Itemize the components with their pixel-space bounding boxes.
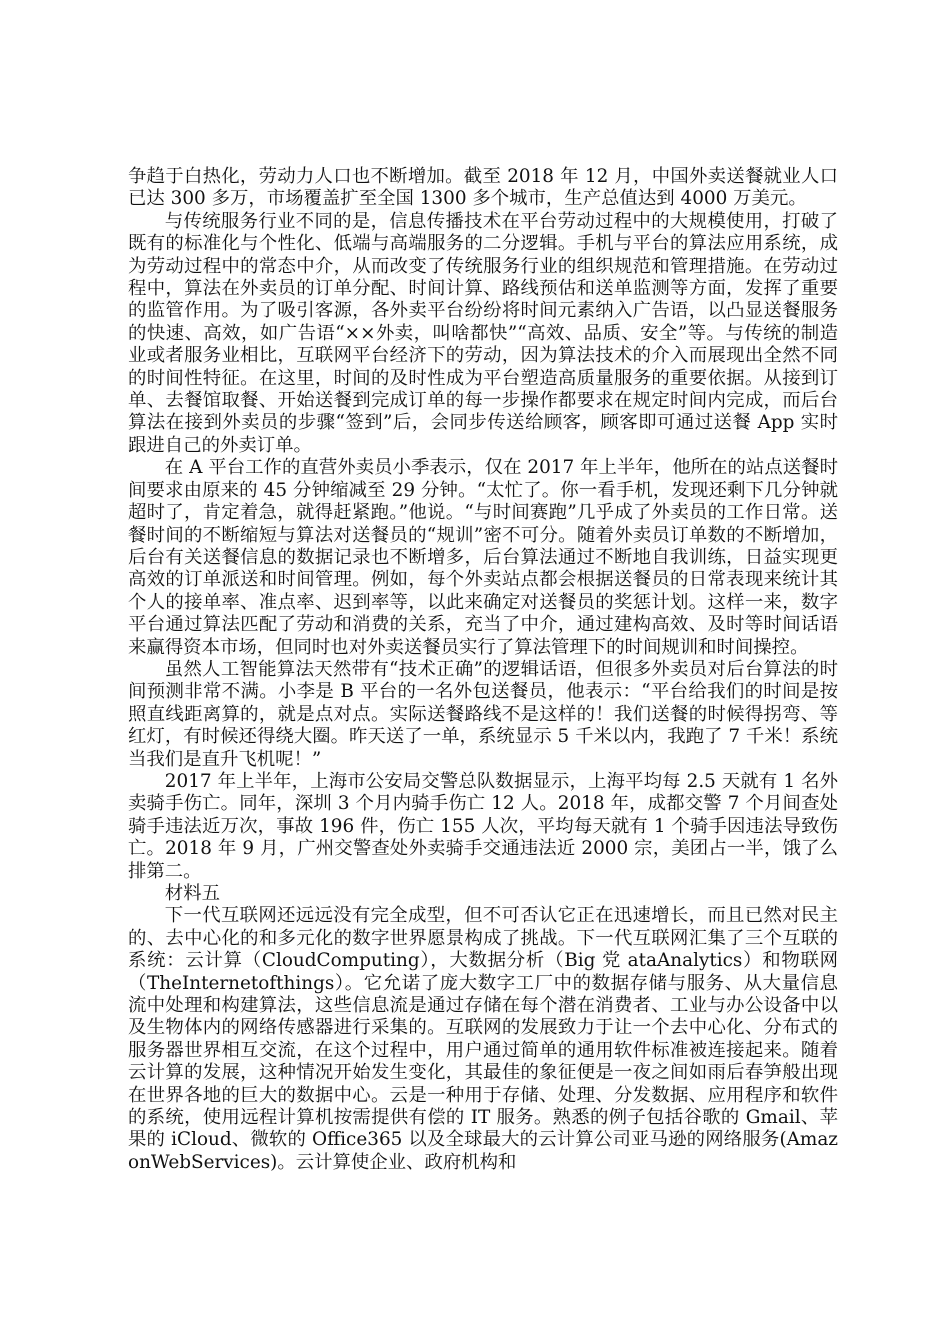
paragraph-next-internet: 下一代互联网还远远没有完全成型，但不可否认它正在迅速增长，而且已然对民主的、去中心化的和多元化的数字世界愿景构成了挑战。下一代互联网汇集了三个互联的系统：云计算（CloudComputing），大数据分析（Big 党 ataAnalytics）和物联网（TheInternetofthings）。它允诺了庞大数字工厂中的数据存储与服务、从大量信息流中处理和构建算法，这些信息流是通过存储在每个潜在消费者、工业与办公设备中以及生物体内的网络传感器进行采集的。互联网的发展致力于让一个去中心化、分布式的服务器世界相互交流，在这个过程中，用户通过简单的通用软件标准被连接起来。随着云计算的发展，这种情况开始发生变化，其最佳的象征便是一夜之间如雨后春笋般出现在世界各地的巨大的数据中心。云是一种用于存储、处理、分发数据、应用程序和软件的系统，使用远程计算机按需提供有偿的 IT 服务。熟悉的例子包括谷歌的 Gmail、苹果的 iCloud、微软的 Office365 以及全球最大的云计算公司亚马逊的网络服务(AmazonWebServices)。云计算使企业、政府机构和 — [128, 905, 838, 1173]
paragraph-courier-xiaoji: 在 A 平台工作的直营外卖员小季表示，仅在 2017 年上半年，他所在的站点送餐时间要求由原来的 45 分钟缩减至 29 分钟。“太忙了。你一看手机，发现还剩下几分钟就超时了，肯定着急，就得赶紧跑。”他说。“与时间赛跑”几乎成了外卖员的工作日常。送餐时间的不断缩短与算法对送餐员的“规训”密不可分。随着外卖员订单数的不断增加，后台有关送餐信息的数据记录也不断增多，后台算法通过不断地自我训练，日益实现更高效的订单派送和时间管理。例如，每个外卖站点都会根据送餐员的日常表现来统计其个人的接单率、准点率、迟到率等，以此来确定对送餐员的奖惩计划。这样一来，数字平台通过算法匹配了劳动和消费的关系，充当了中介，通过建构高效、及时等时间话语来赢得资本市场，但同时也对外卖送餐员实行了算法管理下的时间规训和时间操控。 — [128, 457, 838, 658]
paragraph-courier-xiaoli: 虽然人工智能算法天然带有“技术正确”的逻辑话语，但很多外卖员对后台算法的时间预测非常不满。小李是 B 平台的一名外包送餐员，他表示：“平台给我们的时间是按照直线距离算的，就是点对点。实际送餐路线不是这样的！我们送餐的时候得拐弯、等红灯，有时候还得绕大圈。昨天送了一单，系统显示 5 千米以内，我跑了 7 千米！系统当我们是直升飞机呢！” — [128, 658, 838, 770]
paragraph-accident-statistics: 2017 年上半年，上海市公安局交警总队数据显示，上海平均每 2.5 天就有 1 名外卖骑手伤亡。同年，深圳 3 个月内骑手伤亡 12 人。2018 年，成都交警 7 个月间查处骑手违法近万次，事故 196 件，伤亡 155 人次，平均每天就有 1 个骑手因违法导致伤亡。2018 年 9 月，广州交警查处外卖骑手交通违法近 2000 宗，美团占一半，饿了么排第二。 — [128, 770, 838, 882]
paragraph-continued: 争趋于白热化，劳动力人口也不断增加。截至 2018 年 12 月，中国外卖送餐就业人口已达 300 多万，市场覆盖扩至全国 1300 多个城市，生产总值达到 4000 万美元。 — [128, 166, 838, 210]
paragraph-algorithm-mediation: 与传统服务行业不同的是，信息传播技术在平台劳动过程中的大规模使用，打破了既有的标准化与个性化、低端与高端服务的二分逻辑。手机与平台的算法应用系统，成为劳动过程中的常态中介，从而改变了传统服务行业的组织规范和管理措施。在劳动过程中，算法在外卖员的订单分配、时间计算、路线预估和送单监测等方面，发挥了重要的监管作用。为了吸引客源，各外卖平台纷纷将时间元素纳入广告语，以凸显送餐服务的快速、高效，如广告语“××外卖，叫啥都快”“高效、品质、安全”等。与传统的制造业或者服务业相比，互联网平台经济下的劳动，因为算法技术的介入而展现出全然不同的时间性特征。在这里，时间的及时性成为平台塑造高质量服务的重要依据。从接到订单、去餐馆取餐、开始送餐到完成订单的每一步操作都要求在规定时间内完成，而后台算法在接到外卖员的步骤“签到”后，会同步传送给顾客，顾客即可通过送餐 App 实时跟进自己的外卖订单。 — [128, 210, 838, 456]
section-title: 材料五 — [164, 883, 220, 904]
document-page — [128, 166, 838, 1174]
